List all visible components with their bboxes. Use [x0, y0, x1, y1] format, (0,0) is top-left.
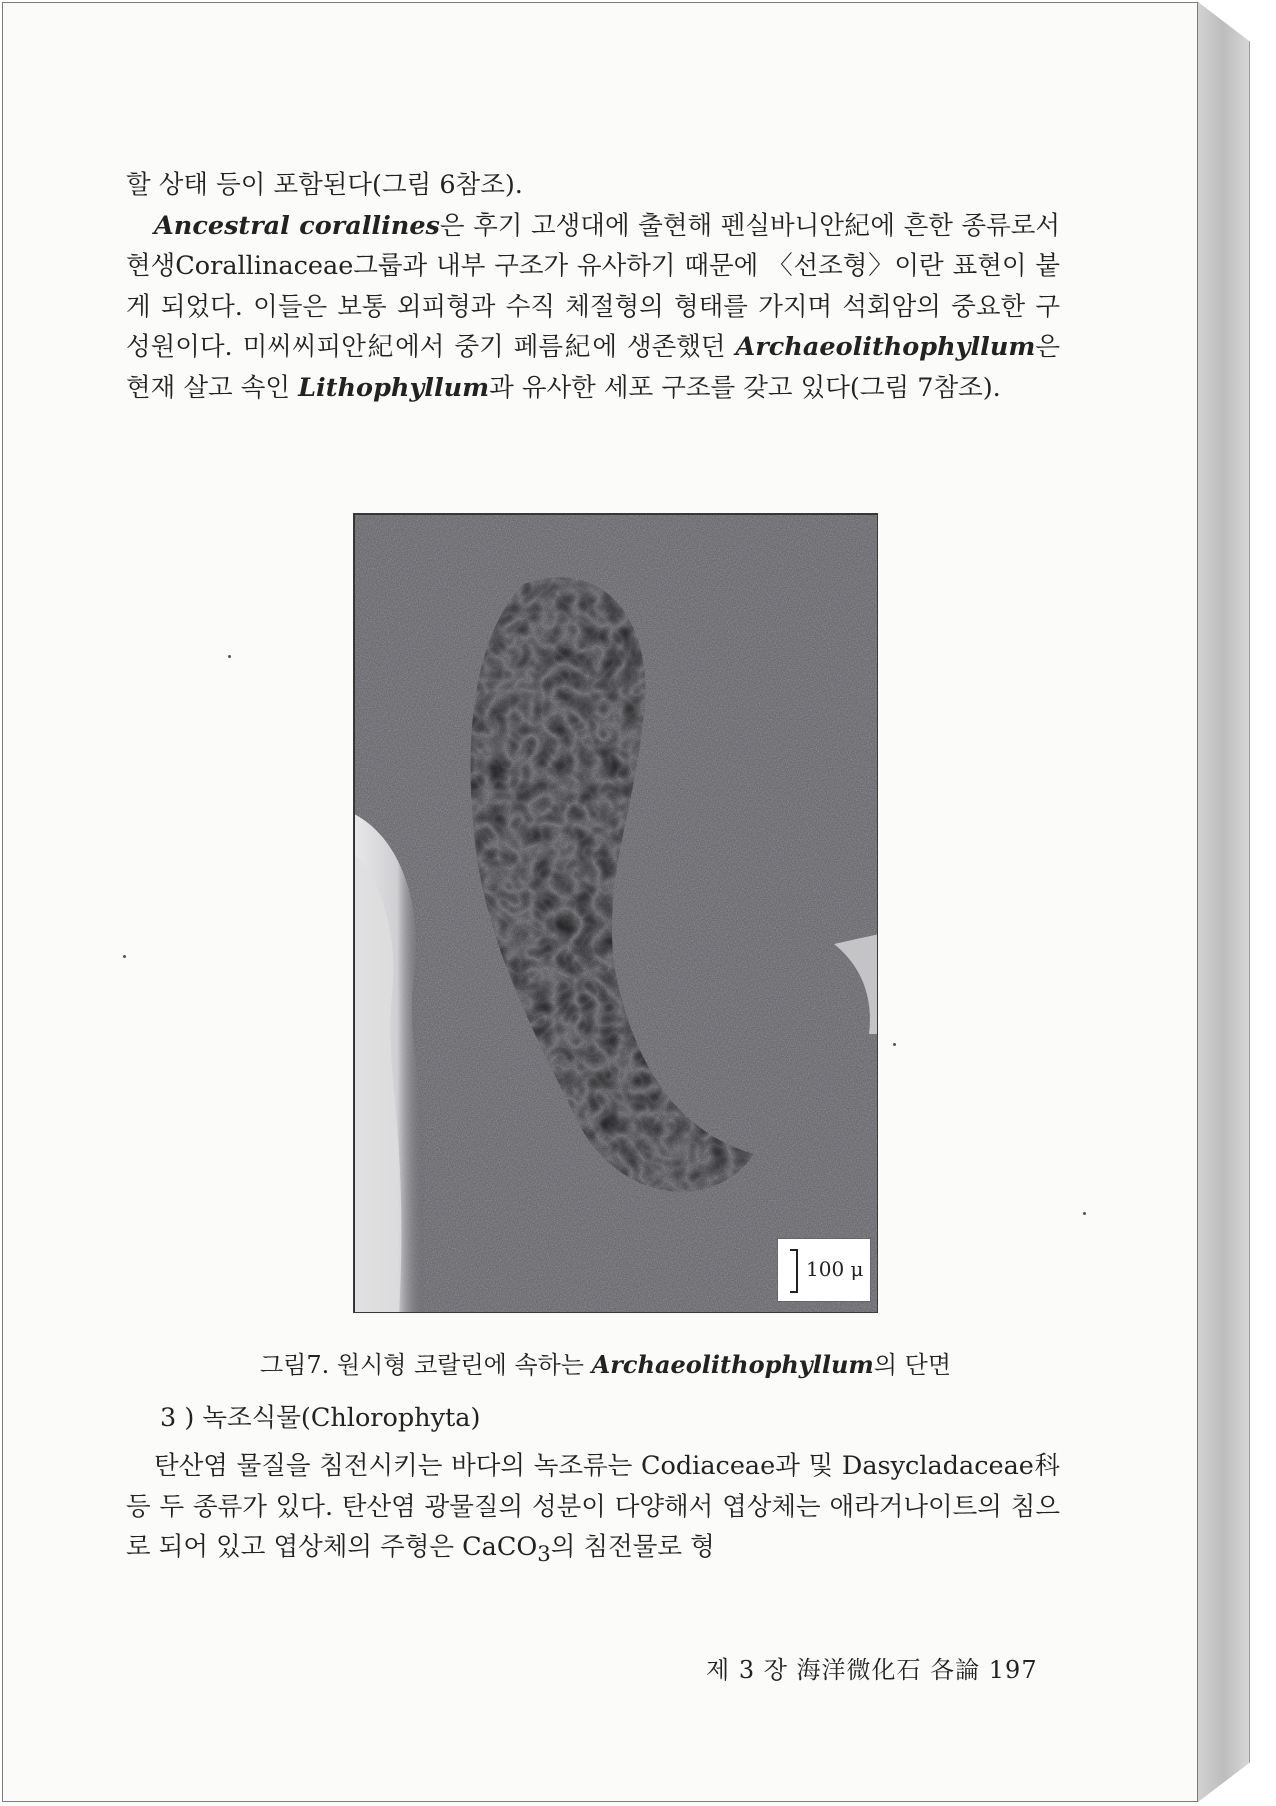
page-footer: 제 3 장 海洋微化石 各論 197	[706, 1656, 1038, 1684]
caption-term: Archaeolithophyllum	[591, 1350, 874, 1379]
paragraph-chlorophyta	[126, 1446, 1060, 1576]
term-ancestral-corallines: Ancestral corallines	[154, 210, 440, 241]
paragraph-line-1: 할 상태 등이 포함된다(그림 6참조).	[126, 170, 523, 200]
paragraph2-text-a: 탄산염 물질을 침전시키는 바다의 녹조류는 Codiaceae과 및 Dasycladaceae科 등 두 종류가 있다. 탄산염 광물질의 성분이 다양해서 엽상체는 애라거나이트의 침으로 되어 있고 엽상체의 주형은 CaCO	[126, 1451, 1060, 1562]
paragraph2-text-b: 의 침전물로 형	[550, 1532, 715, 1562]
micrograph-image	[354, 514, 878, 1313]
paragraph-text-b: 은 현재 살고 속인	[126, 332, 1060, 403]
paragraph-corallines	[126, 206, 1060, 409]
page-stack-edge	[1198, 2, 1250, 1802]
speck-mark	[228, 655, 231, 658]
scale-bar-box	[777, 1238, 871, 1302]
caption-suffix: 의 단면	[873, 1351, 952, 1379]
body-paragraph-1	[126, 165, 1060, 408]
speck-mark	[123, 955, 126, 958]
term-lithophyllum: Lithophyllum	[298, 372, 490, 403]
figure-caption	[260, 1345, 1000, 1380]
speck-mark	[1083, 1212, 1086, 1215]
paragraph-text-a: 은 후기 고생대에 출현해 펜실바니안紀에 흔한 종류로서 현생Corallinaceae그룹과 내부 구조가 유사하기 때문에 〈선조형〉이란 표현이 붙게 되었다. 이들은 보통 외피형과 수직 체절형의 형태를 가지며 석회암의 중요한 구성원이다. 미씨씨피안紀에서 중기 페름紀에 생존했던	[126, 210, 1061, 362]
body-paragraph-2	[126, 1446, 1060, 1576]
speck-mark	[893, 1043, 896, 1046]
section-heading: 3 ) 녹조식물(Chlorophyta)	[160, 1403, 481, 1433]
paragraph-text-c: 과 유사한 세포 구조를 갖고 있다(그림 7참조).	[489, 372, 1001, 403]
scale-label: 100 μ	[806, 1257, 864, 1281]
caption-prefix: 그림7. 원시형 코랄린에 속하는	[260, 1351, 584, 1379]
subscript-3: 3	[537, 1542, 551, 1568]
term-archaeolithophyllum: Archaeolithophyllum	[735, 332, 1036, 362]
micrograph-figure	[353, 513, 878, 1313]
scale-bar	[790, 1249, 798, 1293]
